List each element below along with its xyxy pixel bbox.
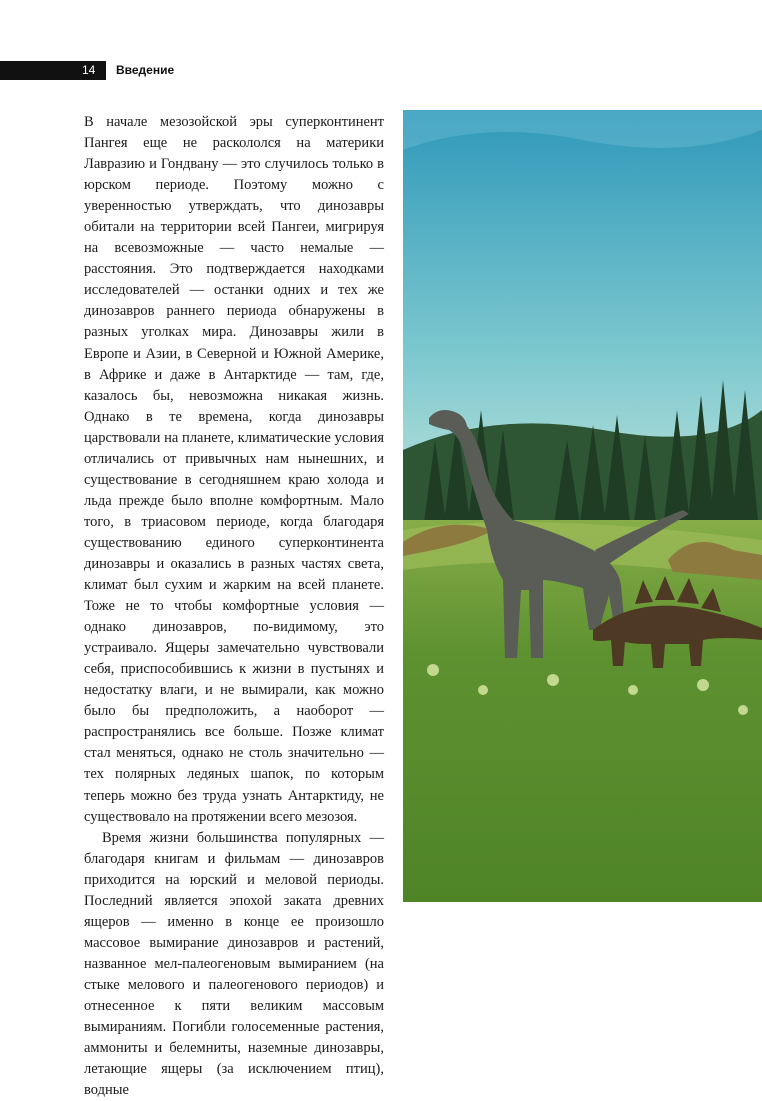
body-text-column [84, 112, 384, 1101]
body-paragraph-2: Время жизни большинства популярных — благодаря книгам и фильмам — динозавров приходится на юрский и меловой периоды. Последний является эпохой заката древних ящеров — именно в конце ее произошло массовое вымирание динозавров и растений, названное мел-палеогеновым вымиранием (на стыке мелового и палеогенового периодов) и отнесенное к пяти великим массовым вымираниям. Погибли голосеменные растения, аммониты и белемниты, наземные динозавры, летающие ящеры (за исключением птиц), водные [84, 829, 384, 1099]
body-paragraph-1: В начале мезозойской эры суперконтинент Пангея еще не раскололся на материки Лавразию и Гондвану — это случилось только в юрском периоде. Поэтому можно с уверенностью утверждать, что динозавры обитали на территории всей Пангеи, мигрируя на всевозможные — часто немалые — расстояния. Это подтверждается находками исследователей — останки одних и тех же динозавров раннего периода обнаружены в разных уголках мира. Динозавры жили в Европе и Азии, в Северной и Южной Америке, в Африке и даже в Антарктиде — там, где, казалось бы, невозможна никакая жизнь. Однако в те времена, когда динозавры царствовали на планете, климатические условия отличались от привычных нам нынешних, и существование в сегодняшнем краю холода и льда прежде было вполне комфортным. Мало того, в триасовом периоде, когда благодаря существованию единого суперконтинента динозавры и оказались в разных частях света, климат был сухим и жарким на всей планете. Тоже не то чтобы комфортные условия — однако динозавров, по-видимому, это устраивало. Ящеры замечательно чувствовали себя, приспособившись к жизни в пустынях и недостатку влаги, и не вымирали, как можно было бы предположить, а наоборот — распространялись все больше. Позже климат стал меняться, однако не столь значительно — тех полярных ледяных шапок, по которым теперь можно без труда узнать Антарктиду, не существовало на протяжении всего мезозоя. [84, 114, 384, 825]
section-title: Введение [116, 63, 175, 77]
page-number: 14 [82, 63, 96, 77]
illustration-canvas [403, 110, 762, 902]
dinosaur-illustration [403, 110, 762, 902]
